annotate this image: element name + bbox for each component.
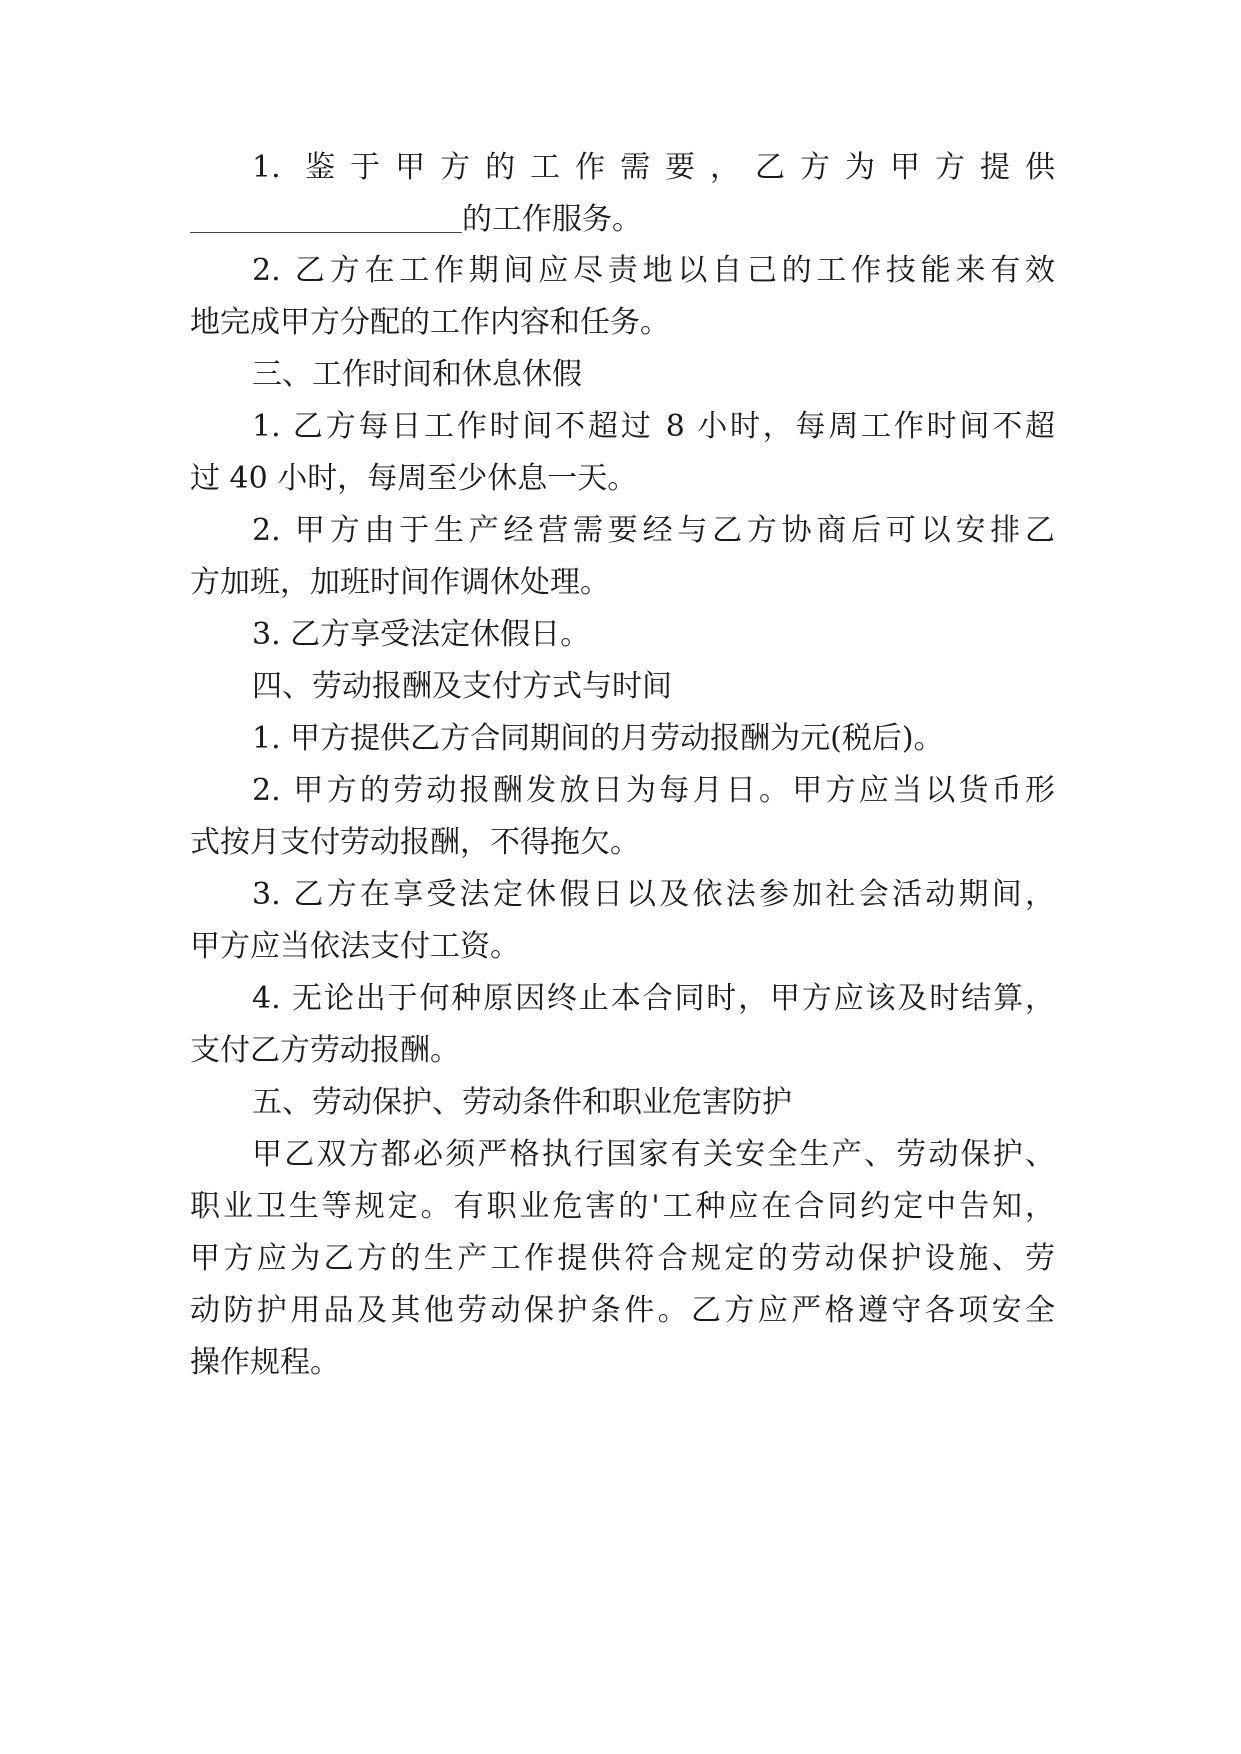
- paragraph-1-line-2-text: 的工作服务。: [462, 202, 642, 237]
- paragraph-7-line-2: 式按月支付劳动报酬，不得拖欠。: [190, 825, 640, 860]
- section-heading-3: 三、工作时间和休息休假: [252, 357, 582, 392]
- paragraph-10-line-1: 甲乙双方都必须严格执行国家有关安全生产、劳动保护、: [252, 1137, 1055, 1172]
- paragraph-4-line-2: 方加班，加班时间作调休处理。: [190, 565, 610, 600]
- paragraph-3-line-1: 1. 乙方每日工作时间不超过 8 小时，每周工作时间不超: [252, 409, 1055, 444]
- paragraph-8-line-2: 甲方应当依法支付工资。: [190, 929, 520, 964]
- paragraph-1-line-1: 1. 鉴于甲方的工作需要，乙方为甲方提供: [252, 150, 1055, 185]
- paragraph-6: 1. 甲方提供乙方合同期间的月劳动报酬为元(税后)。: [252, 721, 944, 756]
- section-heading-5: 五、劳动保护、劳动条件和职业危害防护: [252, 1085, 792, 1120]
- paragraph-10-line-3: 甲方应为乙方的生产工作提供符合规定的劳动保护设施、劳: [190, 1241, 1055, 1276]
- paragraph-10-line-2: 职业卫生等规定。有职业危害的'工种应在合同约定中告知，: [190, 1189, 1055, 1224]
- section-heading-4: 四、劳动报酬及支付方式与时间: [252, 669, 672, 704]
- paragraph-5: 3. 乙方享受法定休假日。: [252, 617, 591, 652]
- paragraph-7-line-1: 2. 甲方的劳动报酬发放日为每月日。甲方应当以货币形: [252, 773, 1055, 808]
- paragraph-10-line-5: 操作规程。: [190, 1345, 340, 1380]
- paragraph-10-line-4: 动防护用品及其他劳动保护条件。乙方应严格遵守各项安全: [190, 1293, 1055, 1328]
- paragraph-4-line-1: 2. 甲方由于生产经营需要经与乙方协商后可以安排乙: [252, 513, 1055, 548]
- paragraph-9-line-2: 支付乙方劳动报酬。: [190, 1033, 460, 1068]
- fill-in-blank: [190, 230, 462, 233]
- paragraph-2-line-2: 地完成甲方分配的工作内容和任务。: [190, 305, 670, 340]
- paragraph-1-line-2: [190, 198, 1055, 242]
- paragraph-3-line-2: 过 40 小时，每周至少休息一天。: [190, 461, 638, 496]
- paragraph-8-line-1: 3. 乙方在享受法定休假日以及依法参加社会活动期间，: [252, 877, 1055, 912]
- paragraph-2-line-1: 2. 乙方在工作期间应尽责地以自己的工作技能来有效: [252, 253, 1055, 288]
- paragraph-9-line-1: 4. 无论出于何种原因终止本合同时，甲方应该及时结算，: [252, 981, 1055, 1016]
